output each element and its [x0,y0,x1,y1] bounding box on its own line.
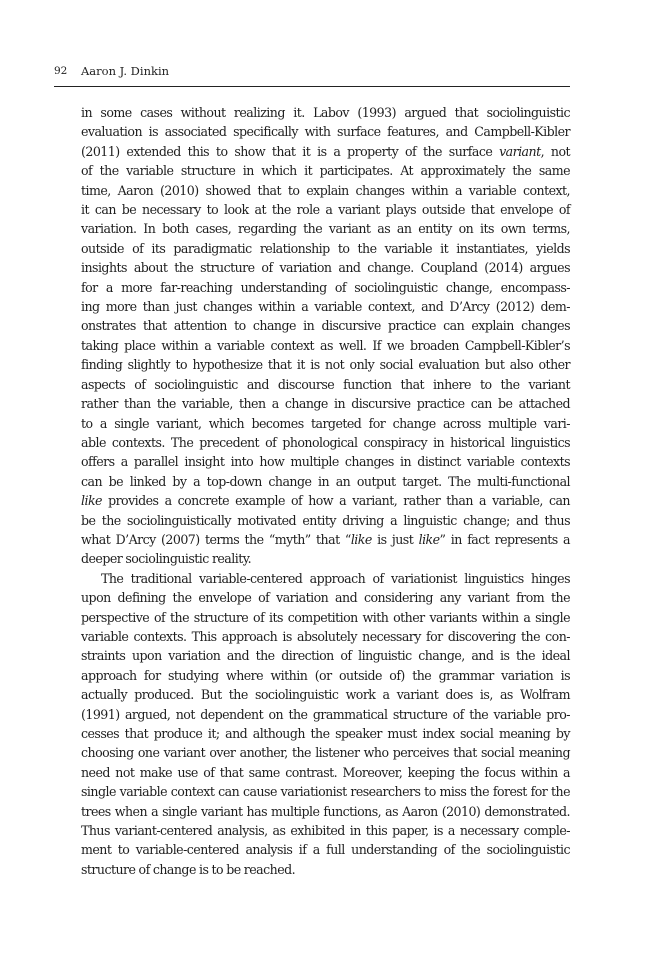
text-line: variable contexts. This approach is absolutely necessary for discovering the con- [81,628,570,644]
text-line: choosing one variant over another, the listener who perceives that social meaning [81,745,570,761]
text-line: single variable context can cause variationist researchers to miss the forest for the [81,784,570,800]
text-line: cesses that produce it; and although the speaker must index social meaning by [81,726,570,741]
text-line: of the variable structure in which it participates. At approximately the same [81,163,570,179]
italic-term: like [350,531,372,547]
text-line: ment to variable-centered analysis if a full understanding of the sociolinguistic [81,842,570,858]
text-line: what D’Arcy (2007) terms the “myth” that “like is just like” in fact represents a [81,531,571,547]
running-header [54,64,570,87]
running-header-author: Aaron J. Dinkin [81,64,170,78]
text-line: can be linked by a top-down change in an output target. The multi-functional [81,473,570,489]
text-line: (2011) extended this to show that it is a property of the surface variant, not [81,143,570,159]
text-line: aspects of sociolinguistic and discourse function that inhere to the variant [81,376,570,392]
text-line: for a more far-reaching understanding of sociolinguistic change, encompass- [81,279,570,295]
paragraph [81,569,570,880]
text-line: perspective of the structure of its competition with other variants within a single [81,609,570,625]
text-line: upon defining the envelope of variation and considering any variant from the [81,590,570,606]
text-line: able contexts. The precedent of phonological conspiracy in historical linguistics [81,434,570,450]
text-line: structure of change is to be reached. [81,861,296,877]
text-line: insights about the structure of variation and change. Coupland (2014) argues [81,260,570,276]
text-line: The traditional variable-centered approach of variationist linguistics hinges [101,570,570,586]
text-line: deeper sociolinguistic reality. [81,551,252,567]
text-line: outside of its paradigmatic relationship to the variable it instantiates, yields [81,240,570,256]
text-line: Thus variant-centered analysis, as exhibited in this paper, is a necessary comple- [81,823,570,839]
text-line: evaluation is associated specifically with surface features, and Campbell-Kibler [81,124,570,140]
paragraph [81,103,570,569]
text-line: trees when a single variant has multiple functions, as Aaron (2010) demonstrated. [81,803,570,819]
text-line: (1991) argued, not dependent on the grammatical structure of the variable pro- [81,706,570,722]
text-line: rather than the variable, then a change in discursive practice can be attached [81,396,570,412]
italic-term: like [418,531,440,547]
italic-term: like [81,493,102,509]
text-line: finding slightly to hypothesize that it is not only social evaluation but also other [81,357,570,373]
text-line: approach for studying where within (or outside of) the grammar variation is [81,667,570,683]
text-line: time, Aaron (2010) showed that to explain changes within a variable context, [81,182,570,198]
text-line: variation. In both cases, regarding the variant as an entity on its own terms, [81,221,570,237]
body-text [81,103,570,879]
text-line: straints upon variation and the direction of linguistic change, and is the ideal [81,648,570,664]
text-line: onstrates that attention to change in discursive practice can explain changes [81,318,570,334]
text-line: ing more than just changes within a variable context, and D’Arcy (2012) dem- [81,299,570,315]
text-line: to a single variant, which becomes targeted for change across multiple vari- [81,415,570,431]
text-line: like provides a concrete example of how a variant, rather than a variable, can [81,493,570,509]
text-line: it can be necessary to look at the role a variant plays outside that envelope of [81,202,570,218]
text-line: need not make use of that same contrast. Moreover, keeping the focus within a [81,764,570,780]
italic-term: variant [499,143,541,159]
text-line: be the sociolinguistically motivated entity driving a linguistic change; and thus [81,512,570,528]
text-line: offers a parallel insight into how multiple changes in distinct variable contexts [81,454,570,470]
text-line: in some cases without realizing it. Labov (1993) argued that sociolinguistic [81,105,570,120]
text-line: taking place within a variable context as well. If we broaden Campbell-Kibler’s [81,337,570,353]
text-line: actually produced. But the sociolinguistic work a variant does is, as Wolfram [81,687,570,703]
page-number: 92 [54,65,68,77]
